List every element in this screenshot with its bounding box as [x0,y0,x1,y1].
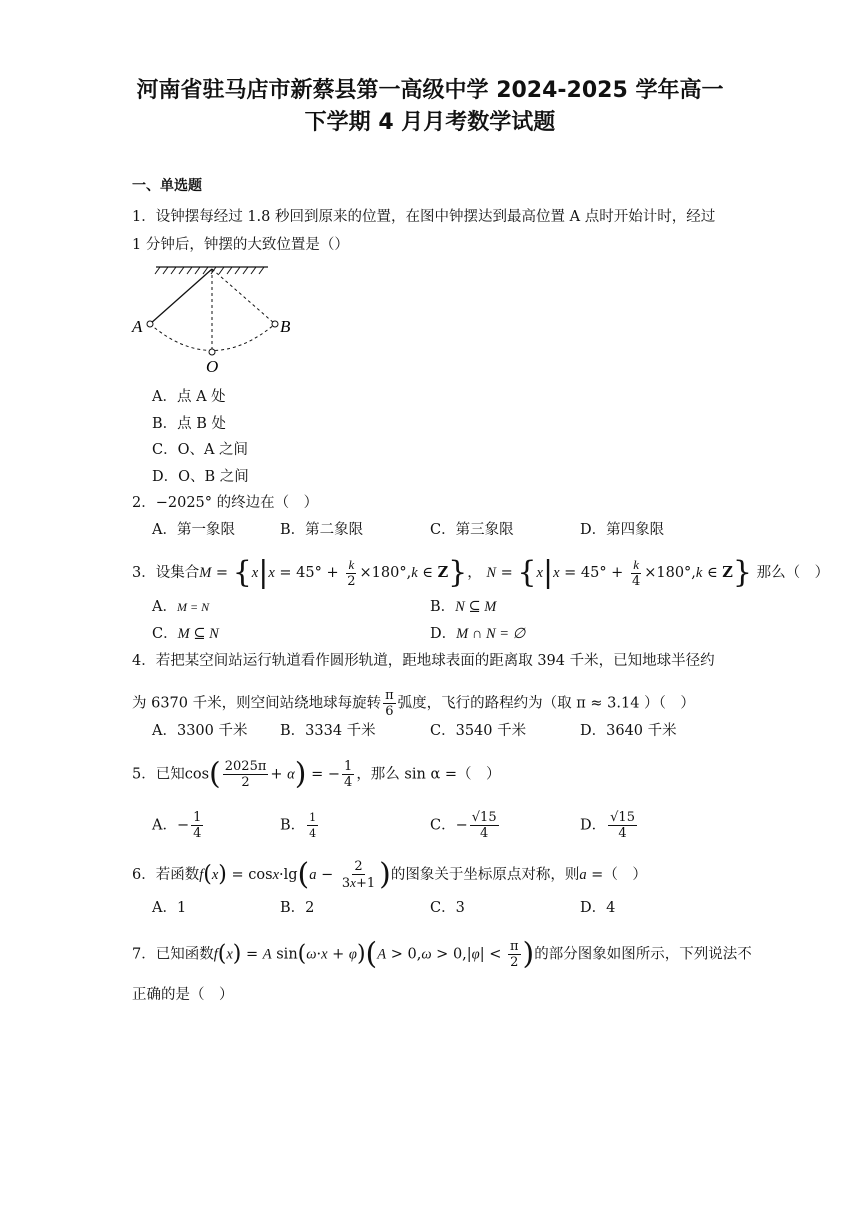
q7-stem: 7．已知函数f(x) = A sin(ω·x + φ)(A > 0,ω > 0,|φ| < $\frac{\pi}{2}$ )的部分图象如图所示，下列说法不 [132,936,752,972]
q2-option-c[interactable]: C．第三象限 [430,522,514,538]
fig-label-o: O [206,357,219,376]
q1-option-c[interactable]: C．O、A 之间 [152,442,249,458]
q3-sep: ， [467,565,482,581]
q5-option-c[interactable]: C．− $\frac{√15}{4}$ [430,810,497,841]
q3-option-a[interactable]: A．M = N [152,599,210,615]
q3-option-b[interactable]: B．N ⊆ M [430,599,497,615]
q1-option-d[interactable]: D．O、B 之间 [152,469,249,485]
q5-option-a[interactable]: A．− $\frac{1}{4}$ [152,810,202,841]
q1-line2: 1 分钟后，钟摆的大致位置是（） [132,237,349,253]
q4-option-d[interactable]: D．3640 千米 [580,723,677,739]
q3-stem: 3．设集合M = {x|x = 45° + $\frac{k}{2}$ ×180°,k ∈ Z}， N = {x|x = 45° + $\frac{k}{4}$ ×180°,k ∈ Z} 那么（ ） [132,555,830,590]
q6-option-a[interactable]: A．1 [152,900,187,916]
q1-option-a[interactable]: A．点 A 处 [152,389,226,405]
q4-line2: 为 6370 千米，则空间站绕地球每旋转 $\frac{\pi}{6}$ 弧度，飞行的路程约为（取 π ≈ 3.14 ）（ ） [132,688,695,719]
q2-stem: 2．−2025° 的终边在（ ） [132,495,319,511]
q2-option-b[interactable]: B．第二象限 [280,522,364,538]
q6-option-d[interactable]: D．4 [580,900,616,916]
q6-option-c[interactable]: C．3 [430,900,465,916]
q3-num: 3．设集合 [132,565,200,581]
q5-stem: 5．已知cos( $\frac{2025\pi}{2}$ + α) = − $\frac{1}{4}$ ，那么 sin α =（ ） [132,756,501,792]
q3-tail: 那么（ ） [756,565,830,581]
q3-option-c[interactable]: C．M ⊆ N [152,626,219,642]
q1-option-b[interactable]: B．点 B 处 [152,416,227,432]
fig-label-b: B [280,317,291,336]
q7-line2: 正确的是（ ） [132,987,234,1003]
q4-option-b[interactable]: B．3334 千米 [280,723,376,739]
q3-option-d[interactable]: D．M ∩ N = ∅ [430,626,526,642]
pendulum-figure [130,262,300,377]
section-heading: 一、单选题 [132,178,202,194]
q5-option-b[interactable]: B． $\frac{1}{4}$ [280,811,317,840]
q1-line1: 1．设钟摆每经过 1.8 秒回到原来的位置，在图中钟摆达到最高位置 A 点时开始计时，经过 [132,209,716,225]
q6-stem: 6．若函数f(x) = cosx·lg(a − $\frac{2}{3x+1}$ )的图象关于坐标原点对称，则a =（ ） [132,857,647,892]
q4-option-c[interactable]: C．3540 千米 [430,723,527,739]
q5-option-d[interactable]: D． $\frac{√15}{4}$ [580,810,635,841]
page-title-line2: 下学期 4 月月考数学试题 [304,110,556,135]
fig-label-a: A [132,317,143,336]
page-title-line1: 河南省驻马店市新蔡县第一高级中学 2024-2025 学年高一 [136,78,724,103]
q6-option-b[interactable]: B．2 [280,900,315,916]
q4-option-a[interactable]: A．3300 千米 [152,723,248,739]
q4-line1: 4．若把某空间站运行轨道看作圆形轨道，距地球表面的距离取 394 千米，已知地球半径约 [132,653,715,669]
q2-option-d[interactable]: D．第四象限 [580,522,665,538]
q2-option-a[interactable]: A．第一象限 [152,522,235,538]
